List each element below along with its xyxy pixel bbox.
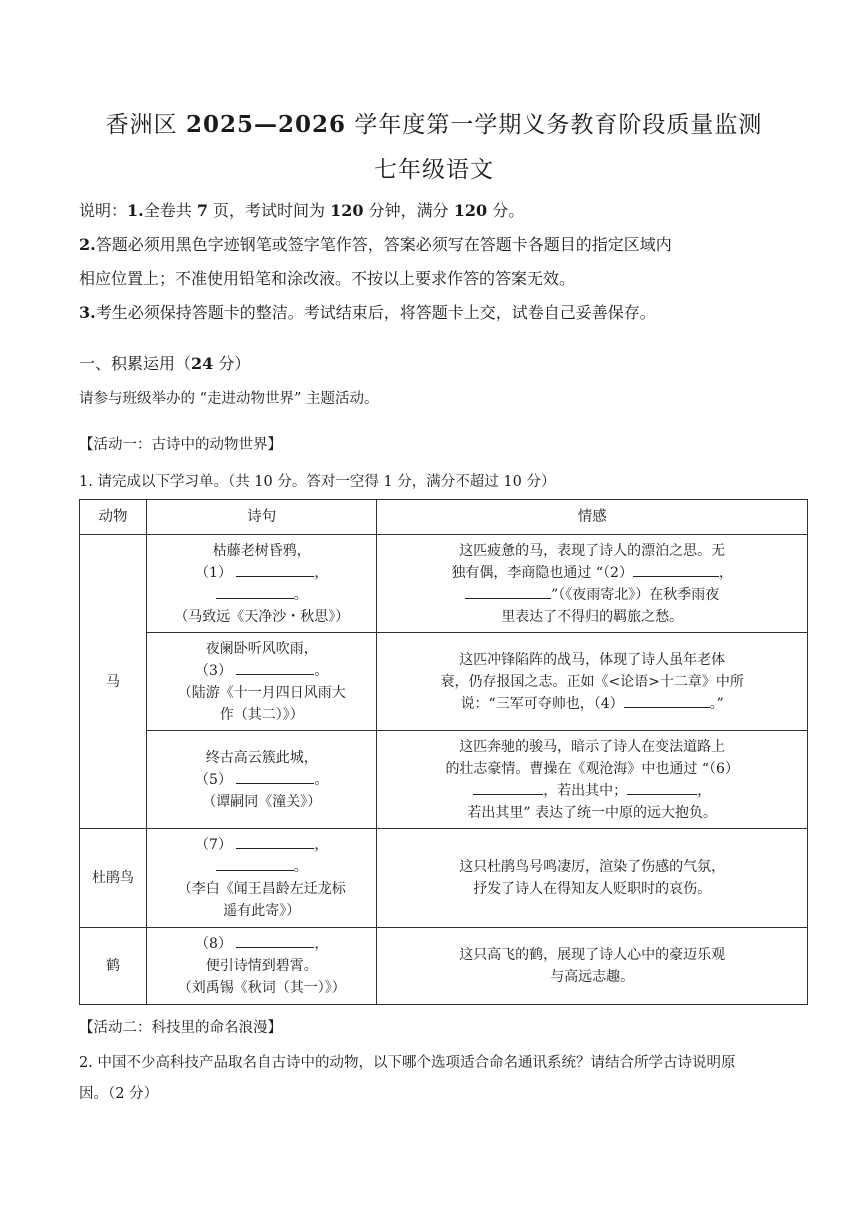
- header-emotion: 情感: [377, 500, 808, 535]
- poem-blank-line: （1） ，: [147, 562, 376, 584]
- poem-cell: [147, 928, 377, 1005]
- emotion-line: 这匹冲锋陷阵的战马，体现了诗人虽年老体: [459, 651, 726, 668]
- emotion-text: ，若出其中；: [543, 782, 628, 799]
- question-2-line-2: 因。（2 分）: [79, 1086, 159, 1102]
- animal-cell-horse: 马: [80, 535, 147, 829]
- section-title-b: 分）: [213, 354, 251, 373]
- table-header-row: [80, 500, 808, 535]
- answer-blank-1[interactable]: [236, 562, 314, 577]
- emotion-line: 衰，仍存报国之志。正如《<论语>十二章》中所: [440, 673, 744, 690]
- poem-source: （刘禹锡《秋词（其一）》）: [177, 980, 346, 996]
- table-row: [80, 535, 808, 633]
- emotion-line: 这只高飞的鹤，展现了诗人心中的豪迈乐观: [459, 947, 726, 963]
- note-1-text-c: 分钟，满分: [363, 201, 454, 220]
- note-1-text-d: 分。: [487, 201, 525, 220]
- emotion-cell: [377, 731, 808, 829]
- poem-punct: ，: [314, 936, 329, 952]
- note-2-text-a: 答题必须用黑色字迹钢笔或签字笔作答，答案必须写在答题卡各题目的指定区域内: [95, 235, 672, 254]
- answer-blank-6b[interactable]: [627, 780, 697, 795]
- poem-source: （李白《闻王昌龄左迁龙标: [177, 881, 346, 897]
- poem-cell: [147, 731, 377, 829]
- emotion-line: 这匹疲惫的马，表现了诗人的漂泊之思。无: [459, 542, 726, 559]
- blank-number: 独有偶，李商隐也通过 “（2）: [451, 564, 633, 581]
- note-1-number: 1.: [127, 201, 144, 220]
- answer-blank-2b[interactable]: [465, 584, 551, 599]
- question-1: 1. 请完成以下学习单。（共 10 分。答对一空得 1 分，满分不超过 10 分）: [79, 474, 556, 490]
- poem-cell: [147, 633, 377, 731]
- answer-blank-1b[interactable]: [216, 584, 294, 599]
- table-row: [80, 829, 808, 928]
- poem-source: 遥有此寄》）: [223, 903, 301, 919]
- table-row: [80, 928, 808, 1005]
- poem-line: 枯藤老树昏鸦，: [212, 542, 311, 559]
- poem-punct: 。: [293, 859, 308, 875]
- poem-punct: 。: [314, 771, 329, 788]
- emotion-line: 的壮志豪情。曹操在《观沧海》中也通过 “（6）: [445, 760, 739, 777]
- emotion-text: 说：“三军可夺帅也，（4）: [460, 695, 624, 712]
- answer-blank-7b[interactable]: [216, 856, 294, 871]
- header-animal: 动物: [80, 500, 147, 535]
- activity-2-heading: 【活动二：科技里的命名浪漫】: [79, 1020, 282, 1036]
- emotion-line: 抒发了诗人在得知友人贬职时的哀伤。: [473, 881, 712, 897]
- emotion-line: 这匹奔驰的骏马，暗示了诗人在变法道路上: [459, 738, 726, 755]
- blank-number: （8）: [195, 936, 232, 952]
- blank-number: （7）: [195, 837, 232, 853]
- poem-blank-line: [147, 660, 376, 682]
- poem-blank-line: [147, 769, 376, 791]
- blank-number: （3）: [195, 662, 232, 679]
- note-1-text-a: 全卷共: [143, 201, 197, 220]
- title-prefix: 香洲区: [105, 112, 186, 138]
- emotion-line: 这只杜鹃鸟号鸣凄厉，渲染了伤感的气氛，: [459, 859, 726, 875]
- note-1-time: 120: [330, 201, 364, 220]
- poem-punct: 。: [314, 662, 329, 679]
- blank-number: （5）: [195, 771, 232, 788]
- question-2-line-1: 2. 中国不少高科技产品取名自古诗中的动物，以下哪个选项适合命名通讯系统？请结合所学古诗说明原: [79, 1055, 736, 1071]
- poem-source: （谭嗣同《潼关》）: [202, 793, 322, 810]
- section-intro: 请参与班级举办的 “走进动物世界” 主题活动。: [79, 391, 379, 407]
- note-1-pages: 7: [196, 201, 208, 220]
- emotion-line: [377, 584, 807, 606]
- note-2-line-1: [79, 232, 672, 255]
- emotion-cell: [377, 928, 808, 1005]
- table-row: [80, 633, 808, 731]
- note-label: 说明：: [79, 201, 128, 220]
- note-2-line-2: 相应位置上；不准使用铅笔和涂改液。不按以上要求作答的答案无效。: [79, 269, 576, 288]
- emotion-cell: [377, 829, 808, 928]
- emotion-line: 独有偶，李商隐也通过 “（2） ，: [377, 562, 807, 584]
- answer-blank-7[interactable]: [236, 834, 314, 849]
- note-3-text: 考生必须保持答题卡的整洁。考试结束后，将答题卡上交，试卷自己妥善保存。: [95, 303, 656, 322]
- section-1-title: [79, 351, 250, 374]
- answer-blank-4[interactable]: [624, 693, 710, 708]
- poem-source: （陆游《十一月四日风雨大: [177, 684, 346, 701]
- note-1: [79, 198, 524, 221]
- note-2-number: 2.: [79, 235, 96, 254]
- note-3: [79, 300, 656, 323]
- blank-number: （1）: [195, 564, 232, 581]
- poem-cell: [147, 829, 377, 928]
- poem-punct: ，: [314, 837, 329, 853]
- poem-line: 便引诗情到碧霄。: [205, 958, 318, 974]
- emotion-line: 里表达了不得归的羁旅之愁。: [501, 608, 684, 625]
- answer-blank-2[interactable]: [633, 562, 719, 577]
- exam-title: [0, 106, 868, 139]
- poem-line: 夜阑卧听风吹雨，: [205, 640, 318, 657]
- poem-blank-line: [147, 834, 376, 856]
- poem-line: 终古高云簇此城，: [205, 749, 318, 766]
- answer-blank-6[interactable]: [473, 780, 543, 795]
- emotion-line: [377, 693, 807, 715]
- section-title-score: 24: [191, 354, 214, 373]
- table-row: [80, 731, 808, 829]
- poem-cell: [147, 535, 377, 633]
- emotion-line: 若出其里” 表达了统一中原的远大抱负。: [467, 804, 717, 821]
- answer-blank-5[interactable]: [236, 769, 314, 784]
- exam-subtitle: 七年级语文: [374, 157, 494, 183]
- header-poem: 诗句: [147, 500, 377, 535]
- title-suffix: 学年度第一学期义务教育阶段质量监测: [346, 112, 763, 138]
- section-title-a: 一、积累运用（: [79, 354, 192, 373]
- note-3-number: 3.: [79, 303, 96, 322]
- emotion-text: ”（《夜雨寄北》）在秋季雨夜: [551, 586, 720, 603]
- emotion-cell: [377, 633, 808, 731]
- animal-cell-crane: 鹤: [80, 928, 147, 1005]
- animal-cell-cuckoo: 杜鹃鸟: [80, 829, 147, 928]
- emotion-cell: [377, 535, 808, 633]
- poem-source: （马致远《天净沙・秋思》）: [174, 608, 350, 625]
- poem-blank-line: [147, 933, 376, 955]
- emotion-text: 。”: [709, 695, 724, 712]
- note-1-text-b: 页，考试时间为: [207, 201, 331, 220]
- emotion-line: 与高远志趣。: [550, 969, 635, 985]
- poem-blank-line: [147, 856, 376, 878]
- poem-blank-line: [147, 584, 376, 606]
- answer-blank-8[interactable]: [236, 933, 314, 948]
- emotion-line: ，若出其中； ，: [377, 780, 807, 802]
- poem-source: 作（其二）》）: [219, 706, 304, 723]
- title-years: 2025—2026: [185, 111, 347, 138]
- answer-blank-3[interactable]: [236, 660, 314, 675]
- study-sheet-table: [79, 499, 808, 1005]
- note-1-score: 120: [453, 201, 488, 220]
- poem-punct: 。: [293, 586, 308, 603]
- activity-1-heading: 【活动一：古诗中的动物世界】: [79, 437, 282, 453]
